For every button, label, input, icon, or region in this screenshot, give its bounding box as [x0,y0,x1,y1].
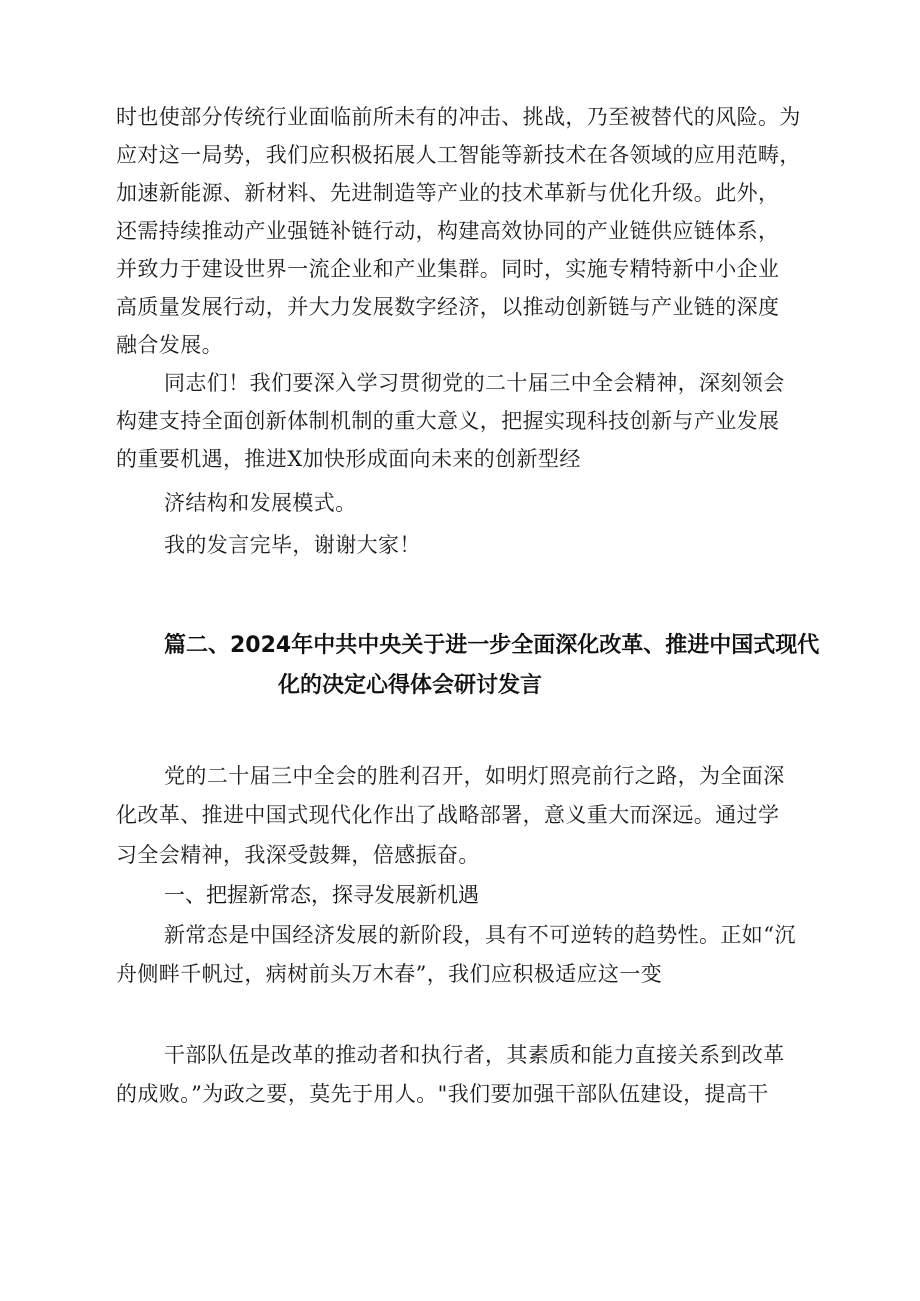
section-title-line1: 篇二、2024年中共中央关于进一步全面深化改革、推进中国式现代 [164,633,820,658]
paragraph-line: 高质量发展行动，并大力发展数字经济，以推动创新链与产业链的深度 [116,295,780,319]
paragraph-line: 济结构和发展模式。 [164,491,357,515]
paragraph-line: 加速新能源、新材料、先进制造等产业的技术革新与优化升级。此外， [116,181,780,205]
paragraph-line: 并致力于建设世界一流企业和产业集群。同时，实施专精特新中小企业 [116,257,780,281]
paragraph-line: 干部队伍是改革的推动者和执行者，其素质和能力直接关系到改革 [164,1043,785,1067]
paragraph-line: 党的二十届三中全会的胜利召开，如明灯照亮前行之路，为全面深 [164,764,785,788]
paragraph-line: 时也使部分传统行业面临前所未有的冲击、挑战，乃至被替代的风险。为 [116,105,801,129]
paragraph-line: 构建支持全面创新体制机制的重大意义，把握实现科技创新与产业发展 [116,409,780,433]
subheading: 一、把握新常态，探寻发展新机遇 [164,883,479,907]
paragraph-line: 化改革、推进中国式现代化作出了战略部署，意义重大而深远。通过学 [116,803,780,827]
paragraph-line: 的成败。”为政之要，莫先于用人。"我们要加强干部队伍建设，提高干 [116,1082,769,1106]
paragraph-line: 应对这一局势，我们应积极拓展人工智能等新技术在各领域的应用范畴， [116,143,801,167]
section-title-line2: 化的决定心得体会研讨发言 [278,673,543,698]
paragraph-line: 的重要机遇，推进X加快形成面向未来的创新型经 [116,447,581,471]
paragraph-line: 我的发言完毕，谢谢大家！ [164,533,421,557]
paragraph-line: 还需持续推动产业强链补链行动，构建高效协同的产业链供应链体系， [116,219,780,243]
paragraph-line: 融合发展。 [116,333,223,357]
paragraph-line: 习全会精神，我深受鼓舞，倍感振奋。 [116,843,480,867]
paragraph-line: 同志们！我们要深入学习贯彻党的二十届三中全会精神，深刻领会 [164,371,785,395]
paragraph-line: 舟侧畔千帆过，病树前头万木春”，我们应积极适应这一变 [116,962,663,986]
paragraph-line: 新常态是中国经济发展的新阶段，具有不可逆转的趋势性。正如“沉 [164,923,796,947]
